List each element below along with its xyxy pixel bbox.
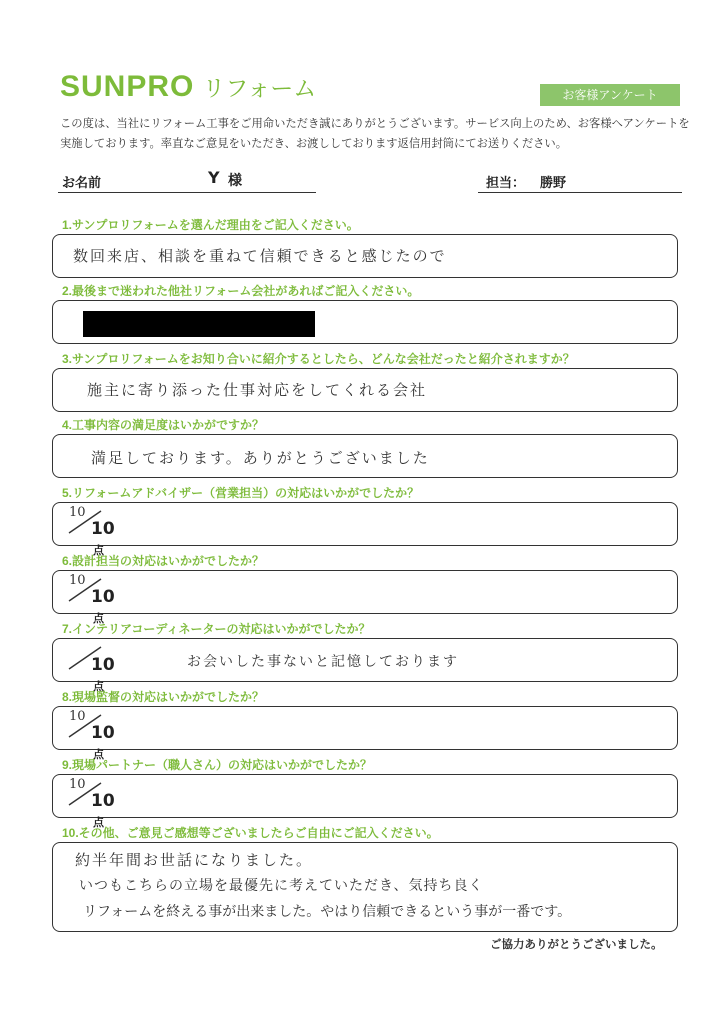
question-1-answer: 数回来店、相談を重ねて信頼できると感じたので — [73, 247, 447, 265]
question-2-label: 2.最後まで迷われた他社リフォーム会社があればご記入ください。 — [62, 284, 420, 298]
question-10-line-2: いつもこちらの立場を最優先に考えていただき、気持ち良く — [79, 878, 484, 894]
logo-main-text: SUNPRO — [60, 70, 195, 103]
score-total-value: 10 — [91, 655, 115, 675]
question-9-label: 9.現場パートナー（職人さん）の対応はいかがでしたか？ — [62, 758, 373, 772]
score-total-value: 10 — [91, 519, 115, 539]
score-handwritten: 10 — [69, 709, 86, 724]
score-unit: 点 — [93, 612, 104, 625]
question-2-answer-box — [52, 300, 678, 344]
survey-badge: お客様アンケート — [540, 84, 680, 106]
question-5-label: 5.リフォームアドバイザー（営業担当）の対応はいかがでしたか？ — [62, 486, 420, 500]
question-10-answer-box — [52, 842, 678, 932]
question-1-label: 1.サンプロリフォームを選んだ理由をご記入ください。 — [62, 218, 359, 232]
question-5-answer-box — [52, 502, 678, 557]
question-7-label: 7.インテリアコーディネーターの対応はいかがでしたか？ — [62, 622, 371, 636]
score-handwritten: 10 — [69, 777, 86, 792]
staff-value: 勝野 — [540, 176, 567, 191]
intro-text: この度は、当社にリフォーム工事をご用命いただき誠にありがとうございます。サービス向上のため、お客様へアンケートを実施しております。率直なご意見をいただき、お渡ししております返信用封筒にてお送りください。 — [60, 117, 690, 150]
score-total-value: 10 — [91, 791, 115, 811]
question-4-answer-box — [52, 434, 678, 478]
name-suffix: 様 — [228, 173, 242, 189]
question-3-answer: 施主に寄り添った仕事対応をしてくれる会社 — [87, 381, 428, 399]
score-unit: 点 — [93, 680, 104, 693]
question-6-answer-box — [52, 570, 678, 625]
name-label: お名前 — [62, 176, 102, 191]
logo-sub-text: リフォーム — [202, 75, 317, 101]
score-handwritten: 10 — [69, 573, 86, 588]
name-underline — [58, 192, 316, 193]
brand-logo — [60, 70, 316, 104]
question-7-comment: お会いした事ないと記憶しております — [187, 654, 459, 670]
question-4-answer: 満足しております。ありがとうございました — [91, 449, 430, 467]
score-unit: 点 — [93, 816, 104, 829]
question-8-answer-box — [52, 706, 678, 761]
score-unit: 点 — [93, 748, 104, 761]
name-value: Y — [208, 168, 220, 187]
score-unit: 点 — [93, 544, 104, 557]
question-6-label: 6.設計担当の対応はいかがでしたか？ — [62, 554, 265, 568]
question-10-line-1: 約半年間お世話になりました。 — [75, 851, 314, 869]
staff-underline — [478, 192, 682, 193]
score-total-value: 10 — [91, 587, 115, 607]
redaction-block — [83, 311, 315, 337]
score-total-value: 10 — [91, 723, 115, 743]
question-1-answer-box — [52, 234, 678, 278]
staff-label: 担当： — [486, 176, 526, 191]
question-10-label: 10.その他、ご意見ご感想等ございましたらご自由にご記入ください。 — [62, 826, 439, 840]
thanks-message: ご協力ありがとうございました。 — [490, 937, 663, 951]
question-8-label: 8.現場監督の対応はいかがでしたか？ — [62, 690, 265, 704]
customer-row — [58, 168, 682, 194]
score-handwritten: 10 — [69, 505, 86, 520]
question-4-label: 4.工事内容の満足度はいかがですか？ — [62, 418, 265, 432]
question-9-answer-box — [52, 774, 678, 829]
question-10-line-3: リフォームを終える事が出来ました。やはり信頼できるという事が一番です。 — [83, 904, 572, 920]
question-7-answer-box — [52, 638, 678, 693]
question-3-label: 3.サンプロリフォームをお知り合いに紹介するとしたら、どんな会社だったと紹介されますか？ — [62, 352, 575, 366]
question-3-answer-box — [52, 368, 678, 412]
